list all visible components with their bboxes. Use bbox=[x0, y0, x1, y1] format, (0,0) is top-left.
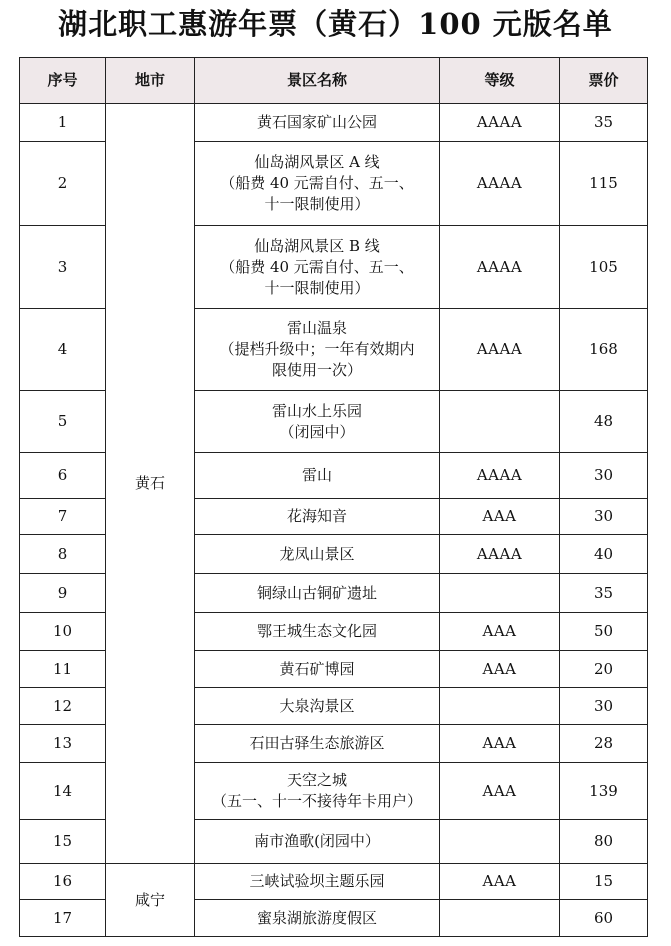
name-line: 天空之城 bbox=[286, 771, 347, 789]
row-scenic-name bbox=[195, 613, 440, 651]
name-line: （船费 40 元需自付、五一、 bbox=[220, 174, 414, 192]
row-grade: AAA bbox=[440, 499, 560, 535]
name-line: 花海知音 bbox=[286, 507, 347, 525]
row-price: 115 bbox=[560, 142, 648, 226]
row-index: 7 bbox=[20, 499, 106, 535]
row-scenic-name bbox=[195, 309, 440, 391]
row-index: 14 bbox=[20, 763, 106, 820]
row-price: 80 bbox=[560, 820, 648, 864]
name-line: （闭园中） bbox=[279, 422, 355, 441]
row-price: 40 bbox=[560, 535, 648, 574]
row-index: 16 bbox=[20, 864, 106, 900]
row-price: 48 bbox=[560, 391, 648, 453]
name-line: 十一限制使用） bbox=[264, 195, 370, 213]
row-index: 10 bbox=[20, 613, 106, 651]
row-index: 15 bbox=[20, 820, 106, 864]
row-grade: AAAA bbox=[440, 309, 560, 391]
name-line: 龙凤山景区 bbox=[279, 544, 355, 563]
row-scenic-name bbox=[195, 688, 440, 725]
name-line: 限使用一次） bbox=[271, 361, 362, 379]
name-line: 十一限制使用） bbox=[264, 278, 370, 297]
row-scenic-name bbox=[195, 453, 440, 499]
scenic-spot-table bbox=[19, 57, 648, 937]
header-name: 景区名称 bbox=[195, 58, 440, 104]
table-row bbox=[20, 104, 648, 142]
row-grade: AAA bbox=[440, 651, 560, 688]
name-line: 蜜泉湖旅游度假区 bbox=[256, 908, 377, 927]
row-price: 30 bbox=[560, 499, 648, 535]
row-index: 6 bbox=[20, 453, 106, 499]
name-line: 仙岛湖风景区 B 线 bbox=[254, 236, 380, 255]
row-index: 3 bbox=[20, 226, 106, 309]
header-row bbox=[20, 58, 648, 104]
row-scenic-name bbox=[195, 725, 440, 763]
row-grade bbox=[440, 688, 560, 725]
row-index: 17 bbox=[20, 900, 106, 937]
row-grade bbox=[440, 391, 560, 453]
row-grade: AAA bbox=[440, 864, 560, 900]
row-index: 9 bbox=[20, 574, 106, 613]
name-line: 雷山 bbox=[301, 466, 332, 484]
row-grade: AAAA bbox=[440, 535, 560, 574]
row-index: 11 bbox=[20, 651, 106, 688]
row-price: 30 bbox=[560, 688, 648, 725]
row-index: 4 bbox=[20, 309, 106, 391]
name-line: 铜绿山古铜矿遗址 bbox=[256, 583, 377, 602]
page-title: 湖北职工惠游年票（黄石）100 元版名单 bbox=[58, 7, 613, 41]
name-line: 黄石矿博园 bbox=[279, 659, 355, 678]
row-scenic-name bbox=[195, 864, 440, 900]
row-scenic-name bbox=[195, 900, 440, 937]
city-cell-huangshi: 黄石 bbox=[106, 104, 195, 864]
row-grade: AAAA bbox=[440, 104, 560, 142]
row-scenic-name bbox=[195, 391, 440, 453]
name-line: 三峡试验坝主题乐园 bbox=[249, 872, 385, 890]
row-scenic-name bbox=[195, 535, 440, 574]
row-scenic-name bbox=[195, 651, 440, 688]
name-line: （五一、十一不接待年卡用户） bbox=[211, 792, 422, 810]
row-grade: AAA bbox=[440, 725, 560, 763]
row-scenic-name bbox=[195, 763, 440, 820]
row-price: 35 bbox=[560, 574, 648, 613]
header-price: 票价 bbox=[560, 58, 648, 104]
name-line: 黄石国家矿山公园 bbox=[256, 113, 377, 131]
row-grade: AAA bbox=[440, 763, 560, 820]
name-line: 鄂王城生态文化园 bbox=[256, 622, 377, 640]
row-price: 35 bbox=[560, 104, 648, 142]
row-price: 15 bbox=[560, 864, 648, 900]
name-line: 雷山水上乐园 bbox=[271, 401, 362, 420]
table-row bbox=[20, 864, 648, 900]
row-price: 50 bbox=[560, 613, 648, 651]
row-grade: AAAA bbox=[440, 226, 560, 309]
row-index: 1 bbox=[20, 104, 106, 142]
name-line: 大泉沟景区 bbox=[279, 696, 355, 715]
city-cell-xianning: 咸宁 bbox=[106, 864, 195, 937]
row-scenic-name bbox=[195, 574, 440, 613]
row-scenic-name bbox=[195, 104, 440, 142]
row-price: 105 bbox=[560, 226, 648, 309]
row-scenic-name bbox=[195, 142, 440, 226]
row-index: 13 bbox=[20, 725, 106, 763]
row-index: 5 bbox=[20, 391, 106, 453]
row-index: 12 bbox=[20, 688, 106, 725]
row-scenic-name bbox=[195, 499, 440, 535]
header-city: 地市 bbox=[106, 58, 195, 104]
row-grade: AAA bbox=[440, 613, 560, 651]
row-price: 60 bbox=[560, 900, 648, 937]
header-index: 序号 bbox=[20, 58, 106, 104]
row-index: 8 bbox=[20, 535, 106, 574]
name-line: 仙岛湖风景区 A 线 bbox=[254, 153, 380, 171]
row-scenic-name bbox=[195, 226, 440, 309]
name-line: 石田古驿生态旅游区 bbox=[249, 734, 385, 752]
row-grade: AAAA bbox=[440, 142, 560, 226]
row-scenic-name bbox=[195, 820, 440, 864]
row-grade bbox=[440, 900, 560, 937]
row-price: 20 bbox=[560, 651, 648, 688]
row-price: 139 bbox=[560, 763, 648, 820]
name-line: 雷山温泉 bbox=[286, 319, 347, 337]
row-price: 30 bbox=[560, 453, 648, 499]
row-price: 28 bbox=[560, 725, 648, 763]
name-line: 南市渔歌(闭园中） bbox=[254, 832, 380, 850]
row-index: 2 bbox=[20, 142, 106, 226]
name-line: （船费 40 元需自付、五一、 bbox=[220, 257, 414, 276]
row-grade bbox=[440, 820, 560, 864]
name-line: （提档升级中；一年有效期内 bbox=[219, 340, 415, 358]
row-price: 168 bbox=[560, 309, 648, 391]
row-grade bbox=[440, 574, 560, 613]
header-grade: 等级 bbox=[440, 58, 560, 104]
row-grade: AAAA bbox=[440, 453, 560, 499]
